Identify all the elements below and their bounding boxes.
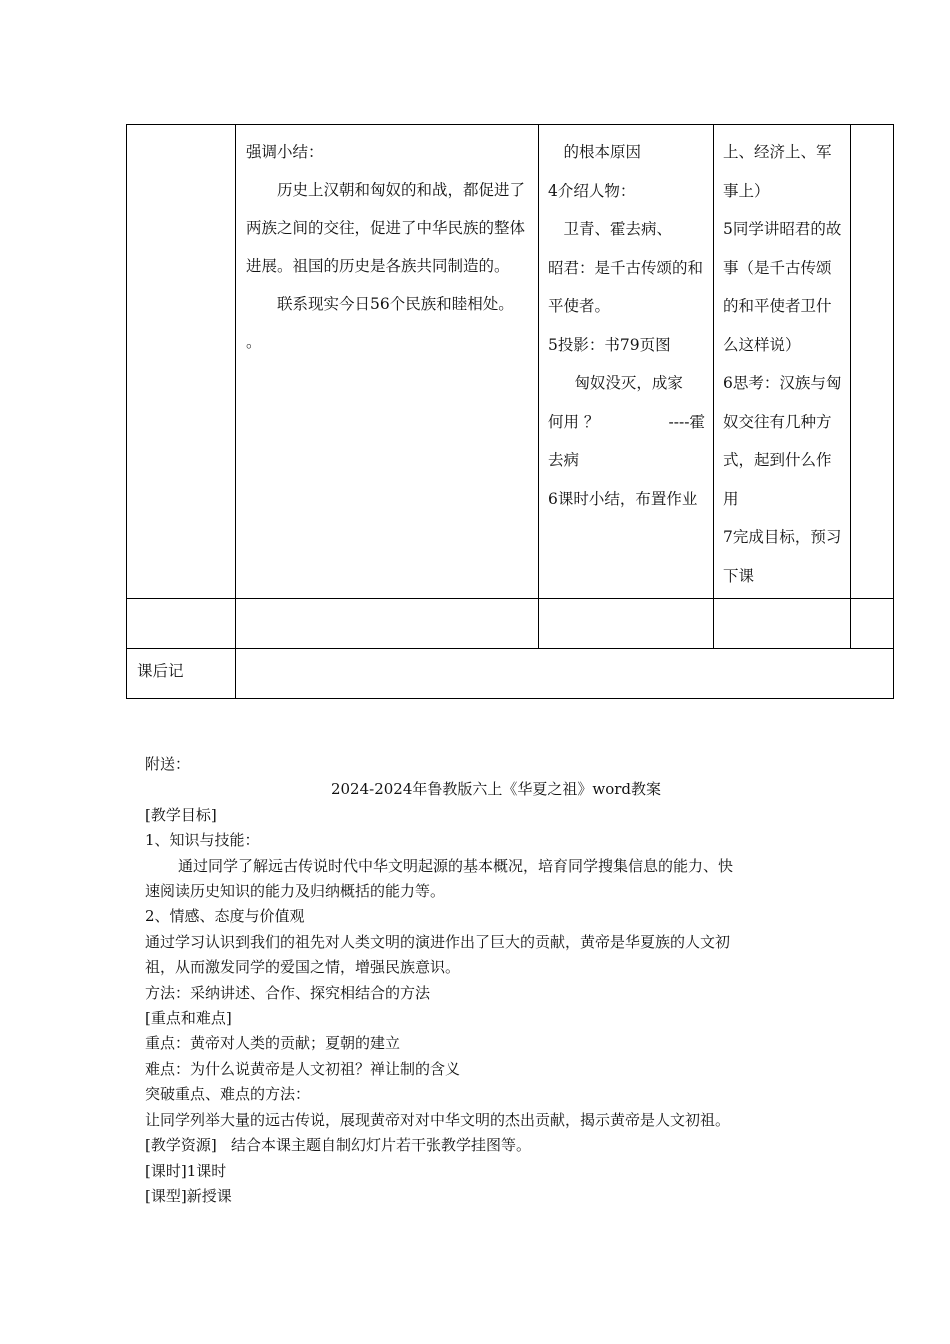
teacher-line-7 xyxy=(548,403,705,442)
cell-student-activity xyxy=(714,125,851,599)
summary-reality: 联系现实今日56个民族和睦相处。 xyxy=(277,295,514,313)
cell-empty-r2-1 xyxy=(127,599,236,649)
summary-heading: 强调小结： xyxy=(246,143,324,161)
table-row-notes xyxy=(127,649,894,699)
knowledge-text-1: 通过同学了解远古传说时代中华文明起源的基本概况，培育同学搜集信息的能力、快 xyxy=(178,856,734,875)
emotion-text-1: 通过学习认识到我们的祖先对人类文明的演进作出了巨大的贡献，黄帝是华夏族的人文初 xyxy=(145,932,731,951)
student-line-2: 5同学讲昭君的故事（是千古传颂的和平使者卫什么这样说） xyxy=(723,220,842,354)
student-line-3: 6思考：汉族与匈奴交往有几种方式，起到什么作用 xyxy=(723,374,842,508)
difficulty-point: 难点：为什么说黄帝是人文初祖？禅让制的含义 xyxy=(145,1059,461,1078)
appendix-section xyxy=(145,752,835,1209)
cell-empty-r2-2 xyxy=(236,599,539,649)
knowledge-heading: 1、知识与技能： xyxy=(145,831,260,850)
teacher-line-2: 4介绍人物： xyxy=(548,181,636,200)
teacher-line-1: 的根本原因 xyxy=(563,143,642,161)
lesson-table xyxy=(126,124,894,699)
cell-empty-r2-3 xyxy=(539,599,714,649)
knowledge-text-2: 速阅读历史知识的能力及归纳概括的能力等。 xyxy=(145,882,446,901)
objectives-heading: [教学目标] xyxy=(145,805,217,824)
teacher-line-6: 匈奴没灭，成家 xyxy=(574,374,683,392)
teacher-line-9: 6课时小结，布置作业 xyxy=(548,489,698,508)
teacher-line-8: 去病 xyxy=(548,451,580,469)
summary-period: 。 xyxy=(246,333,262,351)
cell-summary xyxy=(236,125,539,599)
appendix-lead: 附送： xyxy=(145,755,191,773)
cell-teacher-activity xyxy=(539,125,714,599)
cell-notes-label xyxy=(127,649,236,699)
breakthrough-text: 让同学列举大量的远古传说，展现黄帝对对中华文明的杰出贡献，揭示黄帝是人文初祖。 xyxy=(145,1110,731,1129)
key-heading: [重点和难点] xyxy=(145,1009,232,1028)
appendix-title: 2024-2024年鲁教版六上《华夏之祖》word教案 xyxy=(330,780,662,799)
period-text: [课时]1课时 xyxy=(145,1161,227,1180)
emotion-heading: 2、情感、态度与价值观 xyxy=(145,907,305,926)
student-line-1: 上、经济上、军事上） xyxy=(723,143,832,200)
breakthrough-heading: 突破重点、难点的方法： xyxy=(145,1085,311,1104)
cell-empty-r2-5 xyxy=(851,599,894,649)
teacher-line-3: 卫青、霍去病、 xyxy=(563,220,673,238)
cell-empty-r2-4 xyxy=(714,599,851,649)
method-text: 方法：采纳讲述、合作、探究相结合的方法 xyxy=(145,983,431,1002)
emotion-text-2: 祖，从而激发同学的爱国之情，增强民族意识。 xyxy=(145,958,461,977)
summary-text: 历史上汉朝和匈奴的和战，都促进了两族之间的交往，促进了中华民族的整体进展。祖国的历史是各族共同制造的。 xyxy=(246,181,526,275)
teacher-line-4: 昭君：是千古传颂的和平使者。 xyxy=(548,258,704,315)
cell-empty-1 xyxy=(127,125,236,599)
type-text: [课型]新授课 xyxy=(145,1186,232,1205)
teacher-line-7a: 何用 ？ xyxy=(548,412,600,431)
table-row-empty xyxy=(127,599,894,649)
cell-notes-content xyxy=(236,649,894,699)
teacher-line-5: 5投影：书79页图 xyxy=(548,335,671,354)
teacher-line-7b: ----霍 xyxy=(668,412,705,431)
key-point: 重点：黄帝对人类的贡献；夏朝的建立 xyxy=(145,1034,401,1053)
student-line-4: 7完成目标，预习下课 xyxy=(723,528,842,585)
notes-label: 课后记 xyxy=(137,662,184,680)
resources-text: [教学资源] 结合本课主题自制幻灯片若干张教学挂图等。 xyxy=(145,1136,532,1155)
table-row-main xyxy=(127,125,894,599)
cell-empty-5 xyxy=(851,125,894,599)
